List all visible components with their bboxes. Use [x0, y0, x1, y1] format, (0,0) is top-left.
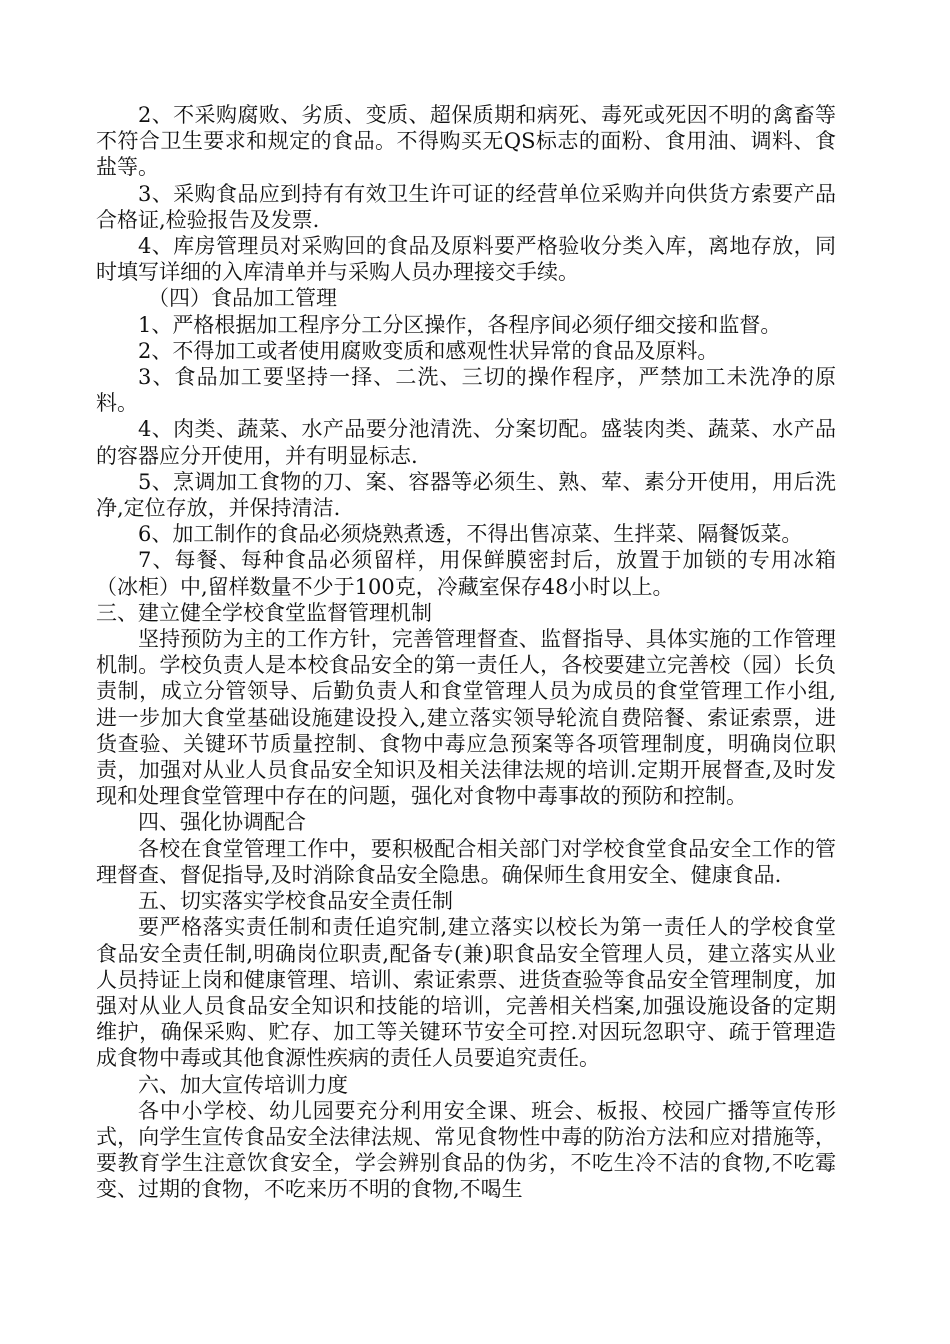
section-heading-coordination: 四、强化协调配合: [138, 810, 306, 835]
document-page: [96, 102, 836, 1203]
paragraph-responsibility: 要严格落实责任制和责任追究制,建立落实以校长为第一责任人的学校食堂食品安全责任制,明确岗位职责,配备专(兼)职食品安全管理人员，建立落实从业人员持证上岗和健康管理、培训、索证索票、进货查验等食品安全管理制度，加强对从业人员食品安全知识和技能的培训，完善相关档案,加强设施设备的定期维护，确保采购、贮存、加工等关键环节安全可控.对因玩忽职守、疏于管理造成食物中毒或其他食源性疾病的责任人员要追究责任。: [96, 915, 836, 1071]
paragraph-publicity: 各中小学校、幼儿园要充分利用安全课、班会、板报、校园广播等宣传形式，向学生宣传食品安全法律法规、常见食物性中毒的防治方法和应对措施等，要教育学生注意饮食安全，学会辨别食品的伪劣，不吃生冷不洁的食物,不吃霉变、过期的食物，不吃来历不明的食物,不喝生: [96, 1098, 836, 1202]
section-heading-supervision: 三、建立健全学校食堂监督管理机制: [96, 600, 432, 625]
section-heading-publicity: 六、加大宣传培训力度: [138, 1072, 348, 1097]
paragraph-supervision: 坚持预防为主的工作方针，完善管理督查、监督指导、具体实施的工作管理机制。学校负责人是本校食品安全的第一责任人，各校要建立完善校（园）长负责制，成立分管领导、后勤负责人和食堂管理人员为成员的食堂管理工作小组,进一步加大食堂基础设施建设投入,建立落实领导轮流自费陪餐、索证索票，进货查验、关键环节质量控制、食物中毒应急预案等各项管理制度，明确岗位职责，加强对从业人员食品安全知识及相关法律法规的培训.定期开展督查,及时发现和处理食堂管理中存在的问题，强化对食物中毒事故的预防和控制。: [96, 627, 836, 809]
paragraph-processing-1: 1、严格根据加工程序分工分区操作，各程序间必须仔细交接和监督。: [138, 312, 782, 337]
paragraph-processing-7: 7、每餐、每种食品必须留样，用保鲜膜密封后，放置于加锁的专用冰箱（冰柜）中,留样数量不少于100克，冷藏室保存48小时以上。: [96, 548, 836, 599]
paragraph-processing-2: 2、不得加工或者使用腐败变质和感观性状异常的食品及原料。: [138, 338, 719, 363]
section-heading-responsibility: 五、切实落实学校食品安全责任制: [138, 889, 453, 914]
section-heading-food-processing: （四）食品加工管理: [148, 286, 337, 311]
paragraph-purchase-4: 4、库房管理员对采购回的食品及原料要严格验收分类入库，离地存放，同时填写详细的入库清单并与采购人员办理接交手续。: [96, 234, 836, 285]
paragraph-processing-6: 6、加工制作的食品必须烧熟煮透，不得出售凉菜、生拌菜、隔餐饭菜。: [138, 522, 803, 547]
paragraph-purchase-3: 3、采购食品应到持有有效卫生许可证的经营单位采购并向供货方索要产品合格证,检验报告及发票.: [96, 181, 836, 232]
paragraph-purchase-2: 2、不采购腐败、劣质、变质、超保质期和病死、毒死或死因不明的禽畜等不符合卫生要求和规定的食品。不得购买无QS标志的面粉、食用油、调料、食盐等。: [96, 103, 836, 180]
paragraph-processing-3: 3、食品加工要坚持一择、二洗、三切的操作程序，严禁加工未洗净的原料。: [96, 365, 836, 416]
paragraph-processing-4: 4、肉类、蔬菜、水产品要分池清洗、分案切配。盛装肉类、蔬菜、水产品的容器应分开使用，并有明显标志.: [96, 417, 836, 468]
paragraph-processing-5: 5、烹调加工食物的刀、案、容器等必须生、熟、荤、素分开使用，用后洗净,定位存放，并保持清洁.: [96, 469, 836, 521]
paragraph-coordination: 各校在食堂管理工作中，要积极配合相关部门对学校食堂食品安全工作的管理督查、督促指导,及时消除食品安全隐患。确保师生食用安全、健康食品.: [96, 836, 836, 887]
